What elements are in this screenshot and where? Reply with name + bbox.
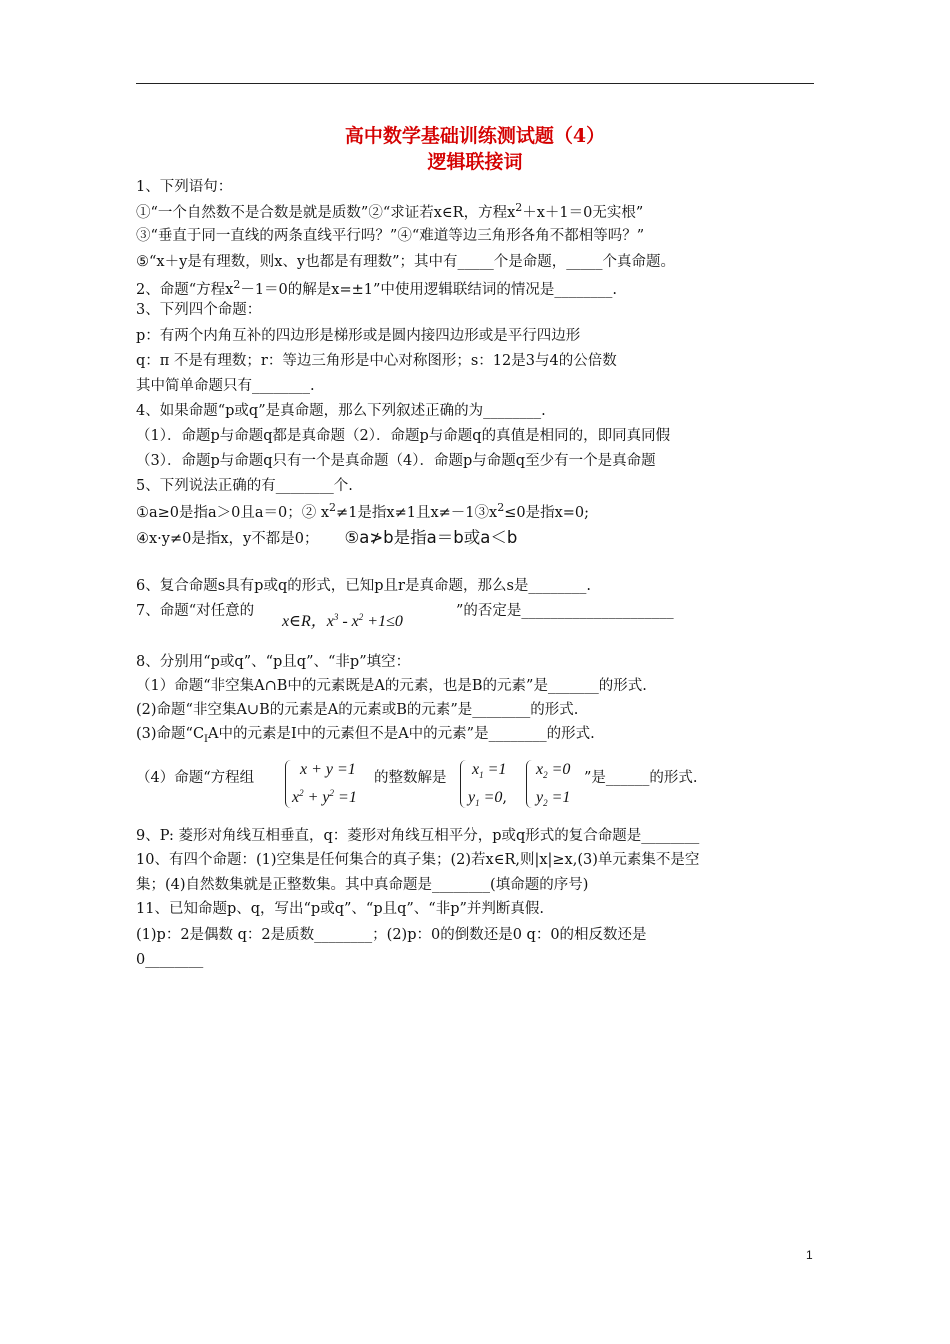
q1-heading: 1、下列语句：	[136, 179, 233, 195]
q5-line-2: ④x·y≠0是指x，y不都是0； ⑤a≯b是指a＝b或a＜b	[136, 528, 518, 547]
q8-item-2: (2)命题“非空集A∪B的元素是A的元素或B的元素”是________的形式.	[136, 702, 579, 718]
q11-line-2: 0________	[136, 952, 204, 968]
solution-1-y: $y_1 =0$,	[468, 789, 508, 808]
q7-formula: x∈R，$x^3 - x^2 +1\le 0$	[282, 612, 403, 630]
q4-line-2: （3）．命题p与命题q只有一个是真命题（4）．命题p与命题q至少有一个是真命题	[136, 453, 656, 469]
q11-line-1: (1)p：2是偶数 q：2是质数________；(2)p：0的倒数还是0 q：0的相反数还是	[136, 927, 647, 943]
q1-line-3: ⑤“x＋y是有理数，则x、y也都是有理数”；其中有_____个是命题，_____个真命题。	[136, 254, 676, 270]
q3-heading: 3、下列四个命题：	[136, 302, 262, 318]
q1-line-2: ③“垂直于同一直线的两条直线平行吗？”④“难道等边三角形各角不都相等吗？”	[136, 228, 645, 244]
q5-line-1: ①a≥0是指a＞0且a＝0；② $x^2\ne 1$是指x≠1且$x\ne-1③x^2\le 0$是指x=0;	[136, 501, 590, 521]
q8-item-4-prefix: （4）命题“方程组	[136, 770, 255, 786]
q8-heading: 8、分别用“p或q”、“p且q”、“非p”填空：	[136, 654, 411, 670]
q6: 6、复合命题s具有p或q的形式，已知p且r是真命题，那么s是________.	[136, 578, 591, 594]
q10-line-1: 10、有四个命题：(1)空集是任何集合的真子集；(2)若x∈R,则|x|≥x,(3)单元素集不是空	[136, 852, 700, 868]
q9: 9、P: 菱形对角线互相垂直，q：菱形对角线互相平分，p或q形式的复合命题是________	[136, 828, 700, 844]
q4-heading: 4、如果命题“p或q”是真命题，那么下列叙述正确的为________.	[136, 403, 546, 419]
q11-heading: 11、已知命题p、q，写出“p或q”、“p且q”、“非p”并判断真假.	[136, 901, 545, 917]
solution-2-x: $x_2 =0$	[536, 761, 571, 780]
system-equation-1: x + y =1	[300, 761, 356, 778]
q8-item-1: （1）命题“非空集A∩B中的元素既是A的元素，也是B的元素”是_______的形式.	[136, 678, 647, 694]
solution-1-x: $x_1 =1$	[472, 761, 507, 780]
q8-item-3: (3)命题“$C_IA$中的元素是I中的元素但不是A中的元素”是________的形式.	[136, 726, 595, 745]
q3-tail: 其中简单命题只有________.	[136, 378, 315, 394]
q1-line-1: ①“一个自然数不是合数是就是质数”②“求证若x∈R，方程$x^2+x+1=0$无实根”	[136, 201, 644, 221]
q3-p: p：有两个内角互补的四边形是梯形或是圆内接四边形或是平行四边形	[136, 328, 581, 344]
q10-line-2: 集；(4)自然数集就是正整数集。其中真命题是________(填命题的序号)	[136, 877, 589, 893]
q4-line-1: （1）．命题p与命题q都是真命题（2）．命题p与命题q的真值是相同的，即同真同假	[136, 428, 671, 444]
q8-item-4-middle: 的整数解是	[374, 770, 447, 786]
system-equation-2: $x^2 + y^2 =1$	[292, 788, 357, 806]
header-rule	[136, 83, 814, 84]
q8-item-4-suffix: ”是______的形式.	[584, 770, 698, 786]
page-title: 高中数学基础训练测试题（4）	[344, 125, 606, 147]
page-number: 1	[806, 1248, 813, 1262]
solution-2-y: $y_2 =1$	[536, 789, 571, 808]
q5-heading: 5、下列说法正确的有________个.	[136, 478, 353, 494]
solution-brace-2	[526, 760, 535, 808]
q7-suffix: ”的否定是_____________________	[456, 603, 674, 619]
q3-q: q：π 不是有理数；r：等边三角形是中心对称图形；s：12是3与4的公倍数	[136, 353, 617, 369]
q7-prefix: 7、命题“对任意的	[136, 603, 255, 619]
q2: 2、命题“方程$x^2-1=0$的解是x=±1”中使用逻辑联结词的情况是________.	[136, 278, 618, 298]
page-subtitle: 逻辑联接词	[427, 151, 523, 173]
